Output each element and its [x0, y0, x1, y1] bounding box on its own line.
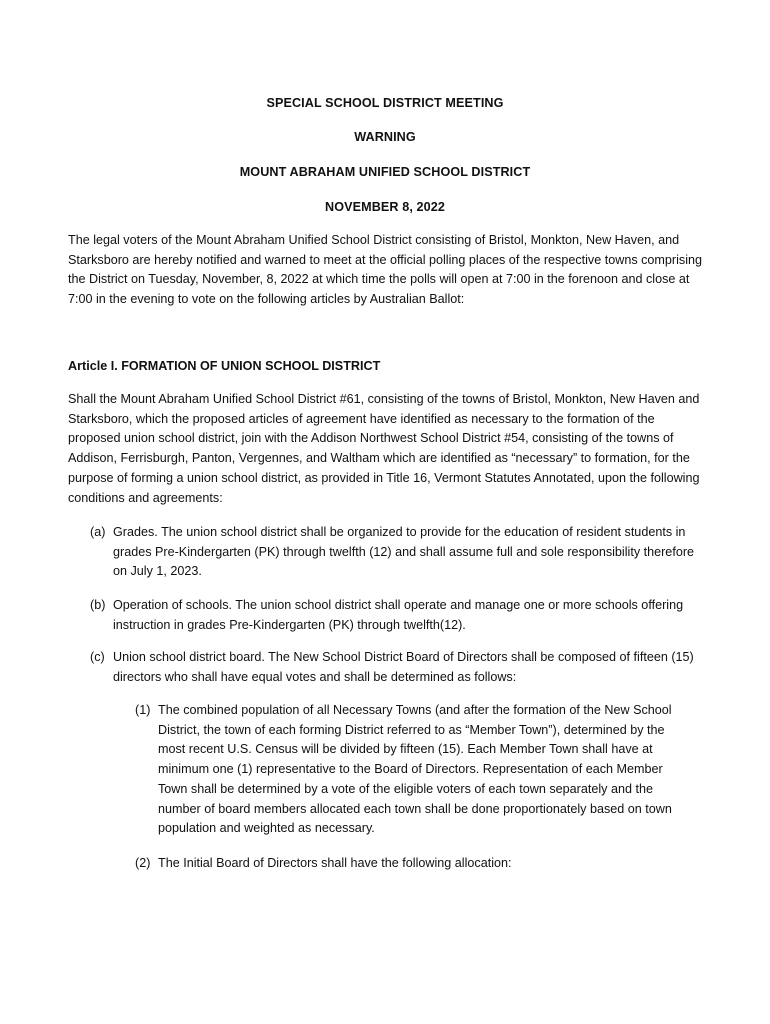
- article-heading: Article I. FORMATION OF UNION SCHOOL DISTRICT: [68, 359, 381, 373]
- list-item-text: Operation of schools. The union school district shall operate and manage one or more schools offering instruction in grades Pre-Kindergarten (PK) through twelfth(12).: [113, 598, 684, 632]
- sub-list-marker: (1): [135, 703, 151, 717]
- list-marker: (a): [90, 525, 106, 539]
- sub-item-2: [135, 854, 695, 874]
- list-item-c: [90, 648, 708, 687]
- article-body: Shall the Mount Abraham Unified School District #61, consisting of the towns of Bristol, Monkton, New Haven and Starksboro, which the proposed articles of agreement have identified as necessary to the formation of the proposed union school district, join with the Addison Northwest School District #54, consisting of the towns of Addison, Ferrisburgh, Panton, Vergennes, and Waltham which are identified as “necessary” to formation, for the purpose of forming a union school district, as provided in Title 16, Vermont Statutes Annotated, upon the following conditions and agreements:: [68, 392, 700, 505]
- sub-item-text: The combined population of all Necessary Towns (and after the formation of the New School District, the town of each forming District referred to as “Member Town”), determined by the most recent U.S. Census will be divided by fifteen (15). Each Member Town shall have at minimum one (1) representative to the Board of Directors. Representation of each Member Town shall be determined by a vote of the eligible voters of each town separately and the number of board members allocated each town shall be done proportionately based on town population and weighted as necessary.: [158, 703, 672, 836]
- list-item-text: Grades. The union school district shall be organized to provide for the education of resident students in grades Pre-Kindergarten (PK) through twelfth (12) and shall assume full and sole responsibility therefore on July 1, 2023.: [113, 525, 695, 579]
- document-subtitle: WARNING: [354, 130, 416, 144]
- meeting-date: NOVEMBER 8, 2022: [325, 200, 445, 214]
- list-item-b: [90, 596, 708, 635]
- sub-item-text: The Initial Board of Directors shall have the following allocation:: [158, 856, 512, 870]
- district-name: MOUNT ABRAHAM UNIFIED SCHOOL DISTRICT: [239, 165, 531, 179]
- sub-item-1: [135, 701, 695, 839]
- list-marker: (c): [90, 650, 105, 664]
- document-title: SPECIAL SCHOOL DISTRICT MEETING: [266, 96, 504, 110]
- list-item-a: [90, 523, 708, 582]
- list-item-text: Union school district board. The New School District Board of Directors shall be composed of fifteen (15) directors who shall have equal votes and shall be determined as follows:: [113, 650, 694, 684]
- intro-paragraph: The legal voters of the Mount Abraham Unified School District consisting of Bristol, Monkton, New Haven, and Starksboro are hereby notified and warned to meet at the official polling places of the respective towns comprising the District on Tuesday, November, 8, 2022 at which time the polls will open at 7:00 in the forenoon and close at 7:00 in the evening to vote on the following articles by Australian Ballot:: [68, 233, 703, 307]
- sub-list-marker: (2): [135, 856, 151, 870]
- list-marker: (b): [90, 598, 106, 612]
